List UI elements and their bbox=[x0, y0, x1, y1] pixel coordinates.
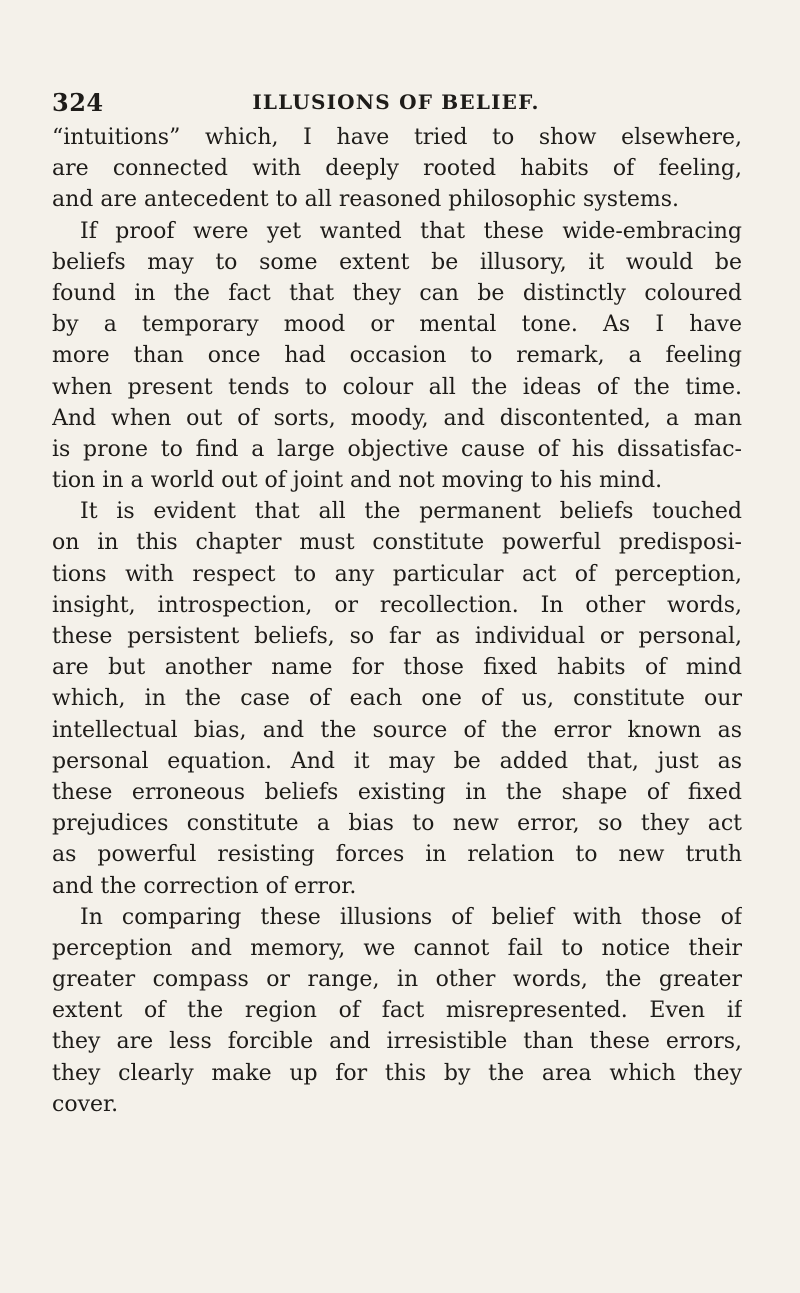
text-line: found in the fact that they can be distinctly coloured bbox=[52, 280, 742, 306]
text-line: tion in a world out of joint and not moving to his mind. bbox=[52, 468, 663, 494]
text-line: greater compass or range, in other words, the greater bbox=[52, 967, 742, 993]
text-line: and the correction of error. bbox=[52, 873, 357, 899]
text-line: In comparing these illusions of belief with those of bbox=[80, 904, 742, 930]
text-line: insight, introspection, or recollection. In other words, bbox=[52, 592, 742, 618]
text-line: by a temporary mood or mental tone. As I have bbox=[52, 312, 742, 338]
text-line: “intuitions” which, I have tried to show elsewhere, bbox=[52, 125, 742, 150]
text-line: are but another name for those fixed habits of mind bbox=[52, 655, 742, 681]
text-line: which, in the case of each one of us, constitute our bbox=[52, 686, 742, 712]
text-line: they clearly make up for this by the area which they bbox=[52, 1060, 742, 1086]
text-line: intellectual bias, and the source of the error known as bbox=[52, 717, 742, 743]
page-number: 324 bbox=[52, 88, 104, 117]
text-line: on in this chapter must constitute powerful predisposi- bbox=[52, 530, 742, 556]
text-line: beliefs may to some extent be illusory, it would be bbox=[52, 249, 742, 275]
text-line: these erroneous beliefs existing in the shape of fixed bbox=[52, 779, 742, 805]
text-line: and are antecedent to all reasoned philosophic systems. bbox=[52, 187, 680, 213]
text-line: when present tends to colour all the ideas of the time. bbox=[52, 374, 742, 400]
text-line: as powerful resisting forces in relation to new truth bbox=[52, 842, 742, 868]
text-line: extent of the region of fact misrepresented. Even if bbox=[52, 998, 742, 1024]
text-line: It is evident that all the permanent beliefs touched bbox=[80, 499, 742, 525]
text-line: tions with respect to any particular act of perception, bbox=[52, 561, 742, 587]
text-line: personal equation. And it may be added that, just as bbox=[52, 748, 742, 774]
text-line: these persistent beliefs, so far as individual or personal, bbox=[52, 624, 742, 649]
text-line: they are less forcible and irresistible than these errors, bbox=[52, 1029, 742, 1055]
text-line: If proof were yet wanted that these wide-embracing bbox=[80, 218, 742, 244]
running-head bbox=[52, 88, 792, 120]
text-line: And when out of sorts, moody, and discontented, a man bbox=[52, 405, 742, 431]
text-line: perception and memory, we cannot fail to notice their bbox=[52, 935, 742, 961]
body-text bbox=[52, 122, 742, 1120]
text-line: prejudices constitute a bias to new error, so they act bbox=[52, 811, 742, 837]
text-line: more than once had occasion to remark, a feeling bbox=[52, 343, 742, 369]
text-line: cover. bbox=[52, 1091, 119, 1117]
text-line: are connected with deeply rooted habits of feeling, bbox=[52, 156, 742, 182]
running-title: ILLUSIONS OF BELIEF. bbox=[252, 90, 540, 114]
text-line: is prone to find a large objective cause of his dissatisfac- bbox=[52, 436, 742, 462]
